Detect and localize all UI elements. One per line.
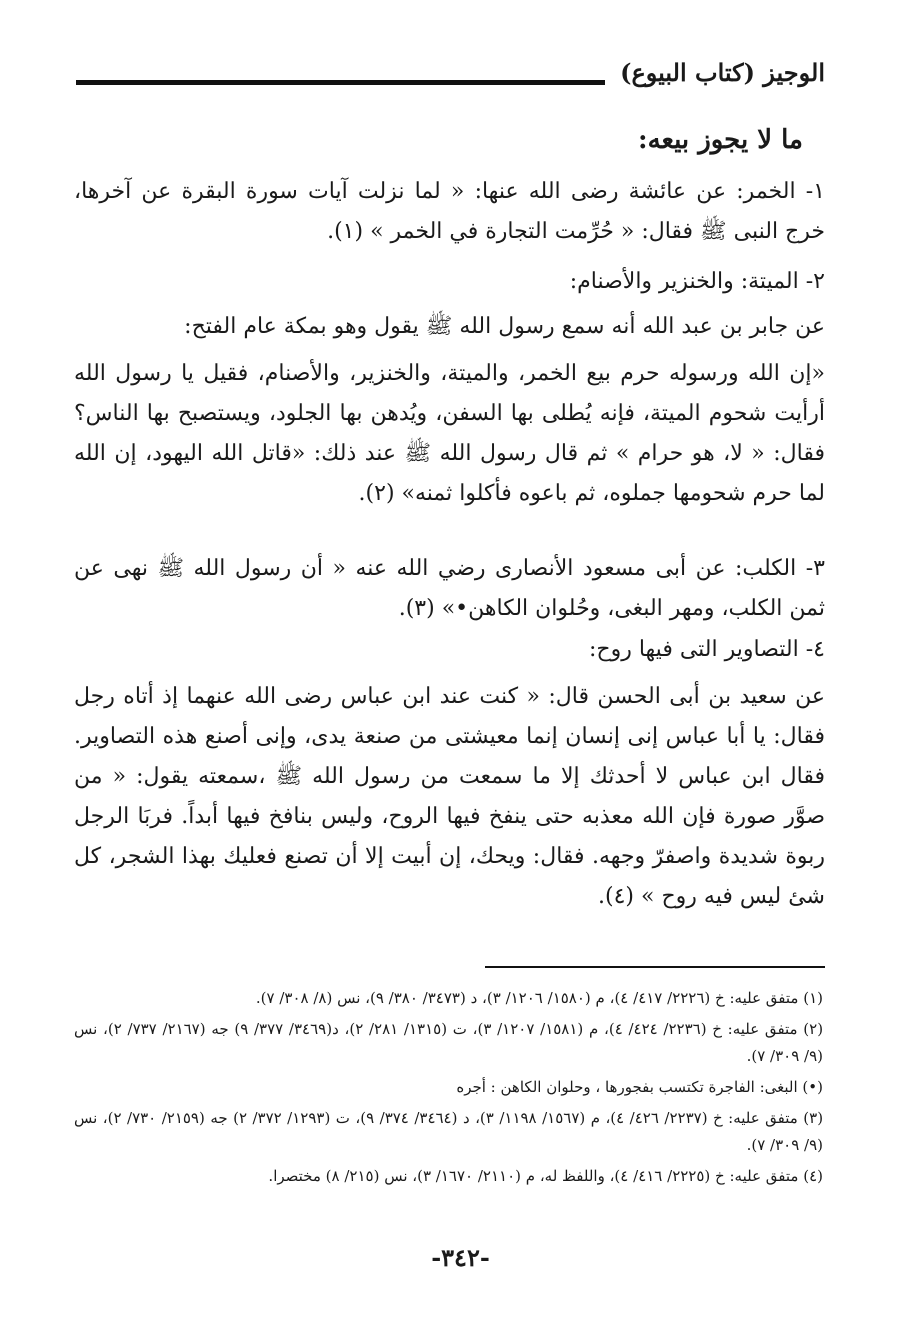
running-header — [76, 58, 825, 98]
footnote-1: (١) متفق عليه: خ (٢٢٢٦/ ٤١٧/ ٤)، م (١٥٨٠/ ١٢٠٦/ ٣)، د (٣٤٧٣/ ٣٨٠/ ٩)، نس (٨/ ٣٠٨/ ٧). — [255, 989, 823, 1007]
paragraph-khamr: ١- الخمر: عن عائشة رضى الله عنها: « لما نزلت آيات سورة البقرة عن آخرها، خرج النبى ﷺ فقال: « حُرِّمت التجارة في الخمر » (١). — [74, 179, 825, 244]
footnote-divider — [485, 966, 825, 968]
footnote-3: (٣) متفق عليه: خ (٢٢٣٧/ ٤٢٦/ ٤)، م (١٥٦٧/ ١١٩٨/ ٣)، د (٣٤٦٤/ ٣٧٤/ ٩)، ت (١٢٩٣/ ٣٧٢/ ٢) جه (٢١٥٩/ ٧٣٠/ ٢)، نس (٩/ ٣٠٩/ ٧). — [74, 1109, 824, 1154]
footnote-gloss: (•) البغى: الفاجرة تكتسب بفجورها ، وحلوان الكاهن : أجره — [456, 1078, 823, 1096]
paragraph-tasawir-heading: ٤- التصاوير التى فيها روح: — [588, 637, 825, 662]
paragraph-jabir-hadith: «إن الله ورسوله حرم بيع الخمر، والميتة، والخنزير، والأصنام، فقيل يا رسول الله أرأيت شحوم الميتة، فإنه يُطلى بها السفن، ويُدهن بها الجلود، ويستصبح بها الناس؟ فقال: « لا، هو حرام » ثم قال رسول الله ﷺ عند ذلك: «قاتل الله اليهود، إن الله لما حرم شحومها جملوه، ثم باعوه فأكلوا ثمنه» (٢). — [74, 361, 825, 506]
paragraph-kalb: ٣- الكلب: عن أبى مسعود الأنصارى رضي الله عنه « أن رسول الله ﷺ نهى عن ثمن الكلب، ومهر البغى، وحُلوان الكاهن•» (٣). — [74, 556, 825, 621]
paragraph-maytah-heading: ٢- الميتة: والخنزير والأصنام: — [569, 269, 825, 294]
section-title: ما لا يجوز بيعه: — [637, 125, 803, 155]
paragraph-saeed-hadith: عن سعيد بن أبى الحسن قال: « كنت عند ابن عباس رضى الله عنهما إذ أتاه رجل فقال: يا أبا عباس إنى إنسان إنما معيشتى من صنعة يدى، وإنى أصنع هذه التصاوير. فقال ابن عباس لا أحدثك إلا ما سمعت من رسول الله ﷺ ،سمعته يقول: « من صوَّر صورة فإن الله معذبه حتى ينفخ فيها الروح، وليس بنافخ فيها أبداً. فربَا الرجل ربوة شديدة واصفرّ وجهه. فقال: ويحك، إن أبيت إلا أن تصنع فعليك بهذا الشجر، كل شئ ليس فيه روح » (٤). — [74, 684, 825, 909]
footnotes — [74, 985, 823, 1194]
footnote-4: (٤) متفق عليه: خ (٢٢٢٥/ ٤١٦/ ٤)، واللفظ له، م (٢١١٠/ ١٦٧٠/ ٣)، نس (٢١٥/ ٨) مختصرا. — [268, 1167, 823, 1185]
paragraph-jabir-intro: عن جابر بن عبد الله أنه سمع رسول الله ﷺ يقول وهو بمكة عام الفتح: — [184, 314, 825, 339]
footnote-2: (٢) متفق عليه: خ (٢٢٣٦/ ٤٢٤/ ٤)، م (١٥٨١/ ١٢٠٧/ ٣)، ت (١٣١٥/ ٢٨١/ ٢)، د(٣٤٦٩/ ٣٧٧/ ٩) جه (٢١٦٧/ ٧٣٧/ ٢)، نس (٩/ ٣٠٩/ ٧). — [74, 1020, 824, 1065]
page-number: -٣٤٢- — [431, 1243, 490, 1272]
header-rule — [76, 80, 605, 85]
header-title: الوجيز (كتاب البيوع) — [620, 58, 825, 87]
